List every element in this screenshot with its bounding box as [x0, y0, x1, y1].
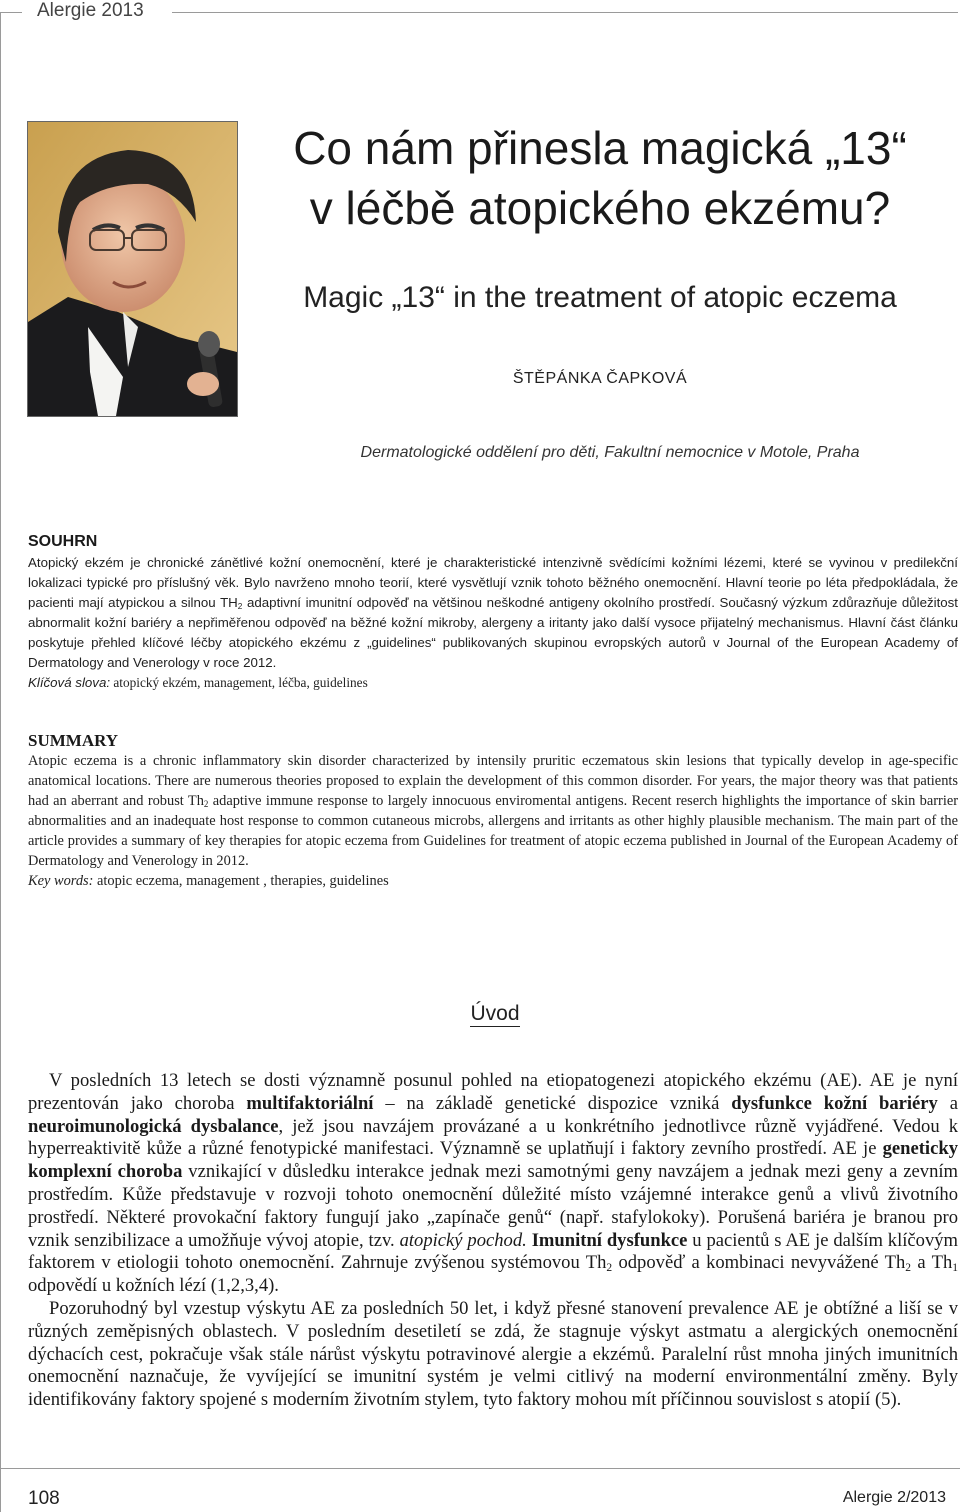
article-title — [270, 118, 930, 238]
title-line-2: v léčbě atopického ekzému? — [309, 182, 891, 234]
footer-rule — [0, 1468, 960, 1469]
summary-text: Atopic eczema is a chronic inflammatory skin disorder characterized by intensily pruritic eczematous skin lesions that typically develop in age-specific anatomical locations. There are numerous theories proposed to explain the development of this common disorder. For years, the major theory was that patients had an aberrant and robust $Th_2$ adaptive immune response to largely innocuous enviromental antigens. Recent reserch highlights the importance of skin barrier abnormalities and an inadequate host response to common cutaneous microbs, allergens and irritants as other highly plausible mechanism. The main part of the article provides a summary of key therapies for atopic eczema from Guidelines for treatment of atopic eczema published in Journal of the European Academy of Dermatology and Venerology in 2012. Key words: atopic eczema, management , therapies, guidelines — [28, 753, 958, 889]
souhrn-heading: SOUHRN — [28, 533, 98, 550]
souhrn-text: Atopický ekzém je chronické zánětlivé kožní onemocnění, které je charakteristické intenzivně svědícími kožními lézemi, které se vyvinou v predilekční lokalizaci typické pro příslušný věk. Bylo navrženo mnoho teorií, které vysvětlují vznik tohoto běžného onemocnění. Hlavní teorie po léta předpokládala, že pacienti mají atypickou a silnou $TH_2$ adaptivní imunitní odpověď na většinou neškodné antigeny okolního prostředí. Současný výzkum zdůrazňuje důležitost abnormalit kožní bariéry a nepřiměřenou odpověď na běžné kožní mikroby, alergeny a iritanty jako další vysoce přijatelný mechanismus. Hlavní část článku poskytuje přehled klíčové léčby atopického ekzému z „guidelines“ publikovaných skupinou evropských autorů v Journal of the European Academy of Dermatology and Venerology v roce 2012. Klíčová slova: atopický ekzém, management, léčba, guidelines — [28, 555, 959, 690]
paragraph: V posledních 13 letech se dosti významně posunul pohled na etiopatogenezi atopického ekzému (AE). AE je nyní prezentován jako choroba multifaktoriální – na základě genetické dispozice vzniká dysfunkce kožní bariéry a neuroimunologická dysbalance, jež jsou navzájem provázané a u konkrétního jednotlivce různě vyjádřené. Vedou k hyperreaktivitě kůže a různé fenotypické manifestaci. Významně se uplatňují i faktory zevního prostředí. AE je geneticky komplexní choroba vznikající v důsledku interakce jednak mezi samotnými geny navzájem a jednak mezi geny a zevním prostředím. Kůže představuje v rozvoji tohoto onemocnění důležité místo vzájemné interakce genů a vlivů životního prostředí. Některé provokační faktory fungují jako „zapínače genů“ (např. stafylokoky). Porušená bariéra je branou pro vznik senzibilizace a umožňuje vývoj atopie, tzv. atopický pochod. Imunitní dysfunkce u pacientů s AE je dalším klíčovým faktorem v etiologii tohoto onemocnění. Zahrnuje zvýšenou systémovou $Th_2$ odpověď a kombinaci nevyvážené $Th_2$ a $Th_1$ odpovědí u kožních lézí (1,2,3,4). — [28, 1070, 959, 1297]
keywords-label: Klíčová slova: — [28, 675, 111, 690]
section-heading-uvod: Úvod — [470, 1002, 520, 1025]
running-footer: Alergie 2/2013 — [842, 1489, 946, 1506]
page-border-left — [0, 12, 1, 1490]
author-photo — [27, 121, 238, 417]
running-header: Alergie 2013 — [37, 0, 144, 21]
article-body — [28, 1070, 958, 1412]
author-affiliation: Dermatologické oddělení pro děti, Fakultní nemocnice v Motole, Praha — [360, 444, 860, 461]
author-name: ŠTĚPÁNKA ČAPKOVÁ — [512, 370, 688, 387]
keywords: atopic eczema, management , therapies, guidelines — [93, 873, 389, 889]
paragraph: Pozoruhodný byl vzestup výskytu AE za posledních 50 let, i když přesné stanovení prevalence AE je obtížné a liší se v různých zeměpisných oblastech. V posledním desetiletí se zdá, že stagnuje výskyt astmatu a alergických onemocnění dýchacích cest, pokračuje však stále nárůst výskytu potravinové alergie a ekzémů. Paralelní růst mnoha jiných imunitních onemocnění naznačuje, že vyvíjející se imunitní systém je velmi citlivý na moderní environmentální změny. Byly identifikovány faktory spojené s moderním životním stylem, tyto faktory mohou mít příčinnou souvislost s atopií (5). — [28, 1297, 958, 1411]
summary-heading: SUMMARY — [28, 731, 119, 750]
footer-rule — [0, 1468, 1, 1512]
header-rule — [172, 12, 958, 13]
keywords-label: Key words: — [28, 873, 94, 889]
english-title: Magic „13“ in the treatment of atopic eczema — [303, 281, 897, 314]
keywords: atopický ekzém, management, léčba, guidelines — [110, 675, 368, 690]
page-number: 108 — [28, 1488, 60, 1509]
title-line-1: Co nám přinesla magická „13“ — [293, 122, 907, 174]
header-rule — [0, 12, 22, 13]
